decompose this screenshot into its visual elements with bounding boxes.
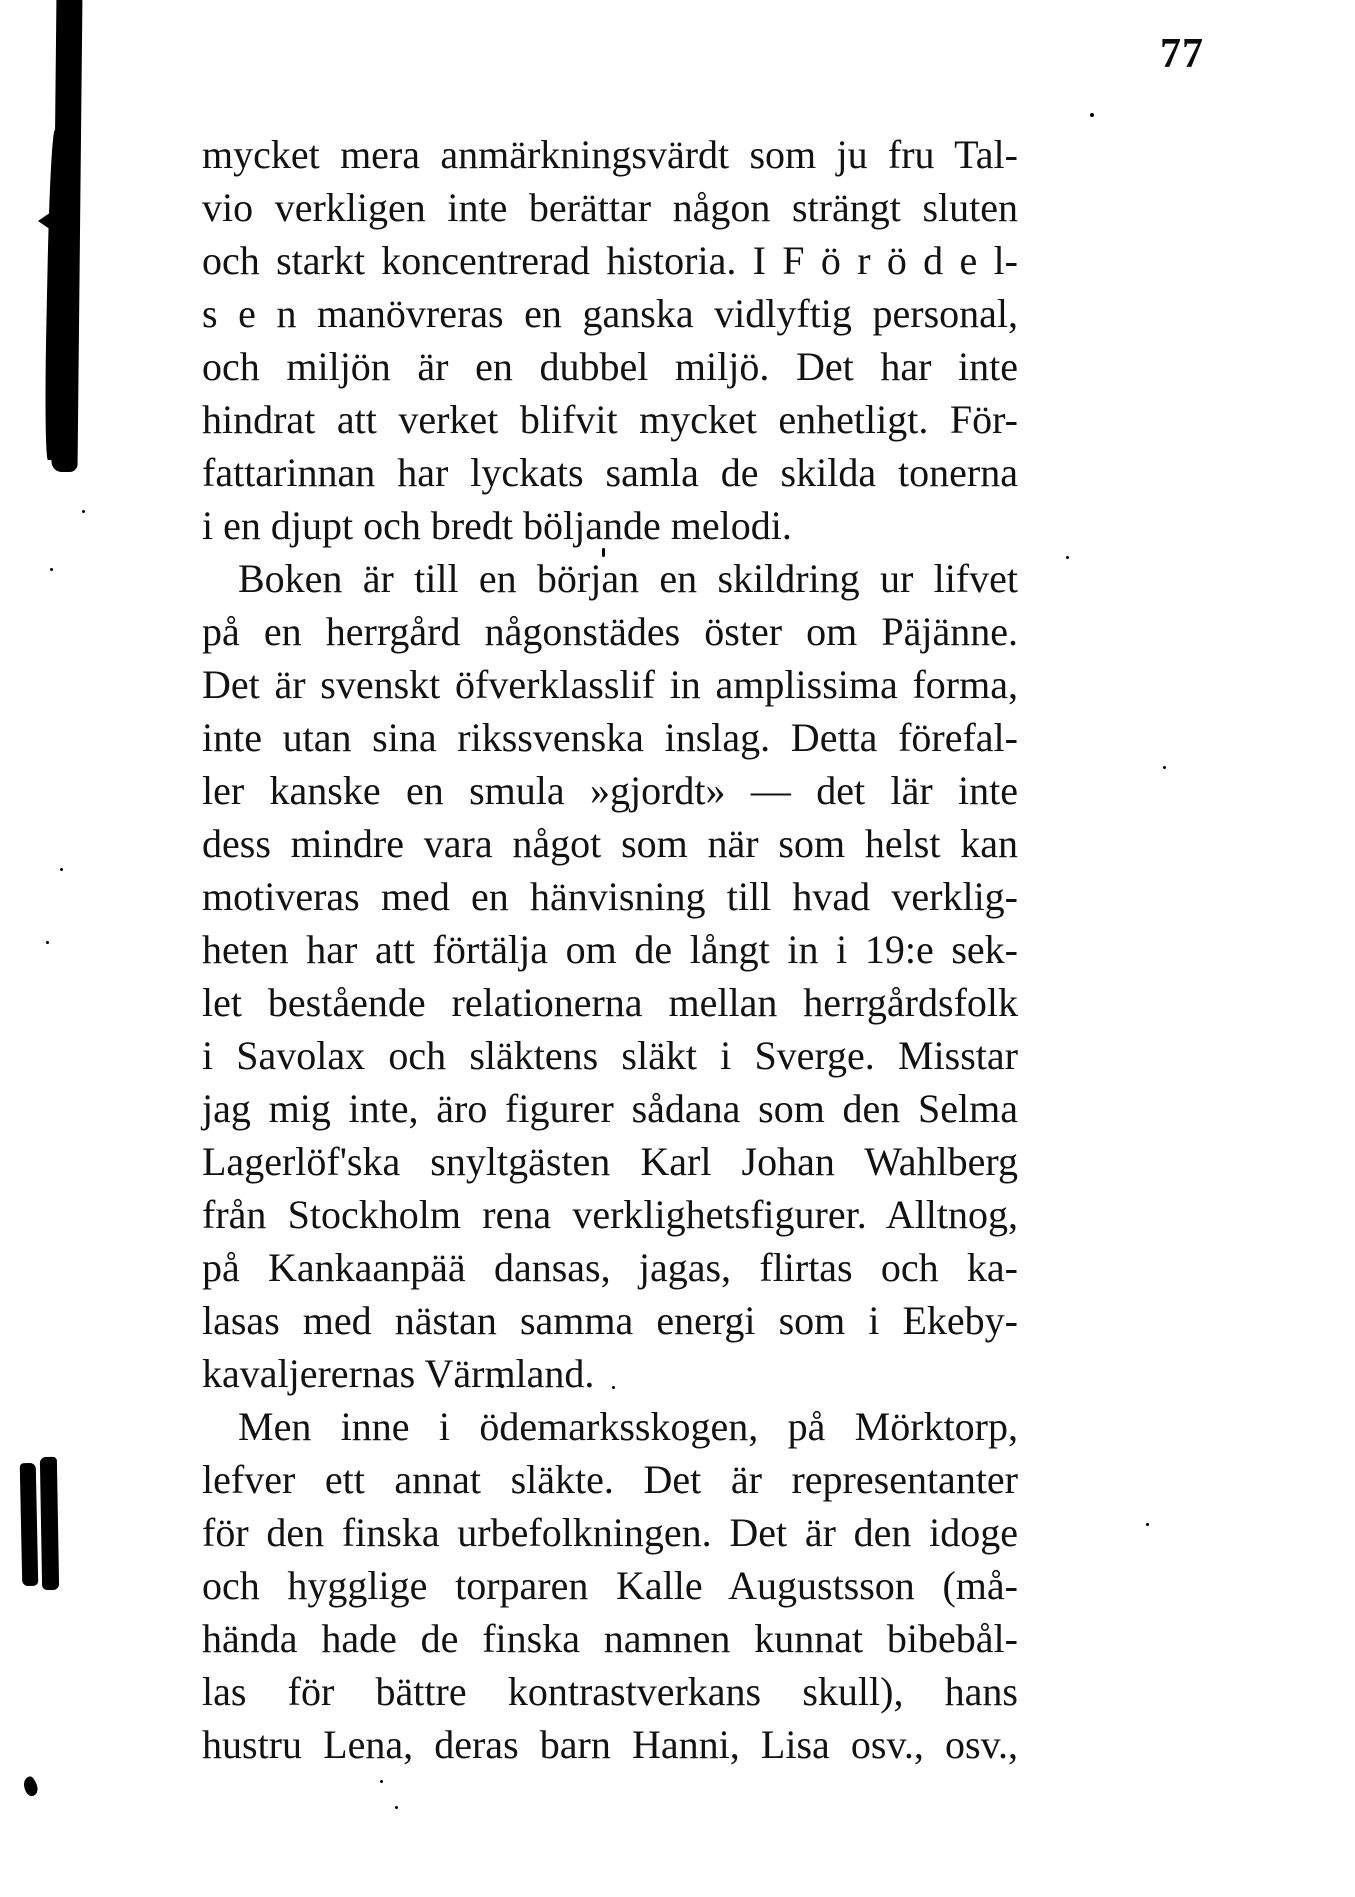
text-line: Boken är till en början en skildring ur lifvet [238,556,1018,601]
ink-speck [395,1806,398,1809]
text-line: motiveras med en hänvisning till hvad verklig- [202,874,1018,919]
text-line: och hygglige torparen Kalle Augustsson (må- [202,1563,1018,1608]
binding-ink-bar-right [40,1457,59,1590]
ink-speck [50,568,53,571]
text-line: lefver ett annat släkte. Det är representanter [202,1457,1018,1502]
text-line: Lagerlöf'ska snyltgästen Karl Johan Wahlberg [202,1139,1018,1184]
ink-comma-mark [20,1775,40,1798]
ink-speck [1090,113,1094,117]
page-text [202,128,1018,1771]
text-line: hända hade de finska namnen kunnat bibebål- [202,1616,1018,1661]
text-line: s e n manövreras en ganska vidlyftig personal, [202,291,1018,336]
text-line: och miljön är en dubbel miljö. Det har inte [202,344,1018,389]
binding-ink-bar-left [20,1463,39,1586]
text-line: jag mig inte, äro figurer sådana som den Selma [202,1086,1018,1131]
text-line: kavaljerernas Värmland. [202,1351,595,1396]
text-line: dess mindre vara något som när som helst kan [202,821,1018,866]
text-line: let bestående relationerna mellan herrgårdsfolk [202,980,1018,1025]
text-line: i Savolax och släktens släkt i Sverge. Misstar [202,1033,1018,1078]
ink-speck [82,510,85,513]
text-line: Men inne i ödemarksskogen, på Mörktorp, [238,1404,1018,1449]
text-line: inte utan sina rikssvenska inslag. Detta förefal- [202,715,1018,760]
text-line: för den finska urbefolkningen. Det är den idoge [202,1510,1018,1555]
ink-speck [1146,1523,1149,1526]
ink-speck [1066,556,1069,559]
text-line: från Stockholm rena verklighetsfigurer. Alltnog, [202,1192,1018,1237]
page-number: 77 [1160,31,1204,77]
text-line: mycket mera anmärkningsvärdt som ju fru Tal- [202,132,1018,177]
text-line: ler kanske en smula »gjordt» — det lär inte [202,768,1018,813]
ink-speck [60,868,63,871]
ink-speck [46,941,49,944]
text-line: Det är svenskt öfverklasslif in amplissima forma, [202,662,1018,707]
text-line: på Kankaanpää dansas, jagas, flirtas och ka- [202,1245,1018,1290]
ink-speck [380,1780,383,1783]
binding-ink-triangle-mark [38,210,54,232]
text-line: vio verkligen inte berättar någon strängt sluten [202,185,1018,230]
text-line: las för bättre kontrastverkans skull), hans [202,1669,1018,1714]
text-line: hindrat att verket blifvit mycket enhetligt. För- [202,397,1018,442]
text-line: i en djupt och bredt böljande melodi. [202,503,792,548]
text-line: och starkt koncentrerad historia. I F ö r ö d e l- [202,238,1018,283]
binding-ink-streak-blob [51,438,77,470]
text-line: heten har att förtälja om de långt in i 19:e sek- [202,927,1018,972]
text-line: lasas med nästan samma energi som i Ekeby- [202,1298,1018,1343]
text-line: på en herrgård någonstädes öster om Päjänne. [202,609,1018,654]
ink-speck [1163,766,1166,769]
text-line: fattarinnan har lyckats samla de skilda tonerna [202,450,1018,495]
text-line: hustru Lena, deras barn Hanni, Lisa osv., osv., [202,1722,1018,1767]
